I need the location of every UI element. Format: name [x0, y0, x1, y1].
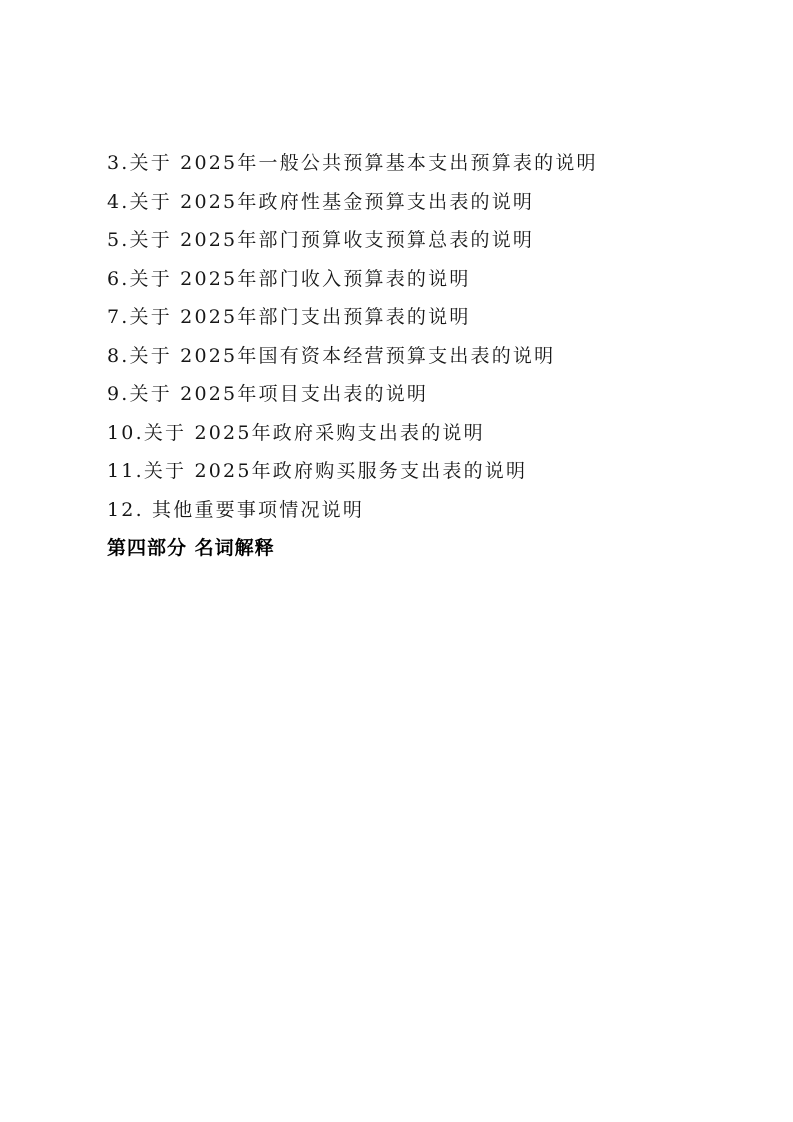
toc-item-10: 10.关于 2025年政府采购支出表的说明 — [107, 421, 485, 444]
toc-item-11: 11.关于 2025年政府购买服务支出表的说明 — [107, 460, 528, 482]
toc-item-3: 3.关于 2025年一般公共预算基本支出预算表的说明 — [107, 152, 598, 174]
toc-item-4: 4.关于 2025年政府性基金预算支出表的说明 — [107, 190, 535, 213]
toc-item-12: 12. 其他重要事项情况说明 — [107, 498, 365, 521]
toc-item-8: 8.关于 2025年国有资本经营预算支出表的说明 — [107, 344, 556, 367]
toc-item-9: 9.关于 2025年项目支出表的说明 — [107, 383, 429, 405]
table-of-contents — [107, 148, 747, 572]
toc-item-7: 7.关于 2025年部门支出预算表的说明 — [107, 306, 471, 328]
toc-item-5: 5.关于 2025年部门预算收支预算总表的说明 — [107, 229, 535, 251]
section-heading: 第四部分 名词解释 — [107, 537, 275, 559]
toc-item-6: 6.关于 2025年部门收入预算表的说明 — [107, 267, 471, 290]
